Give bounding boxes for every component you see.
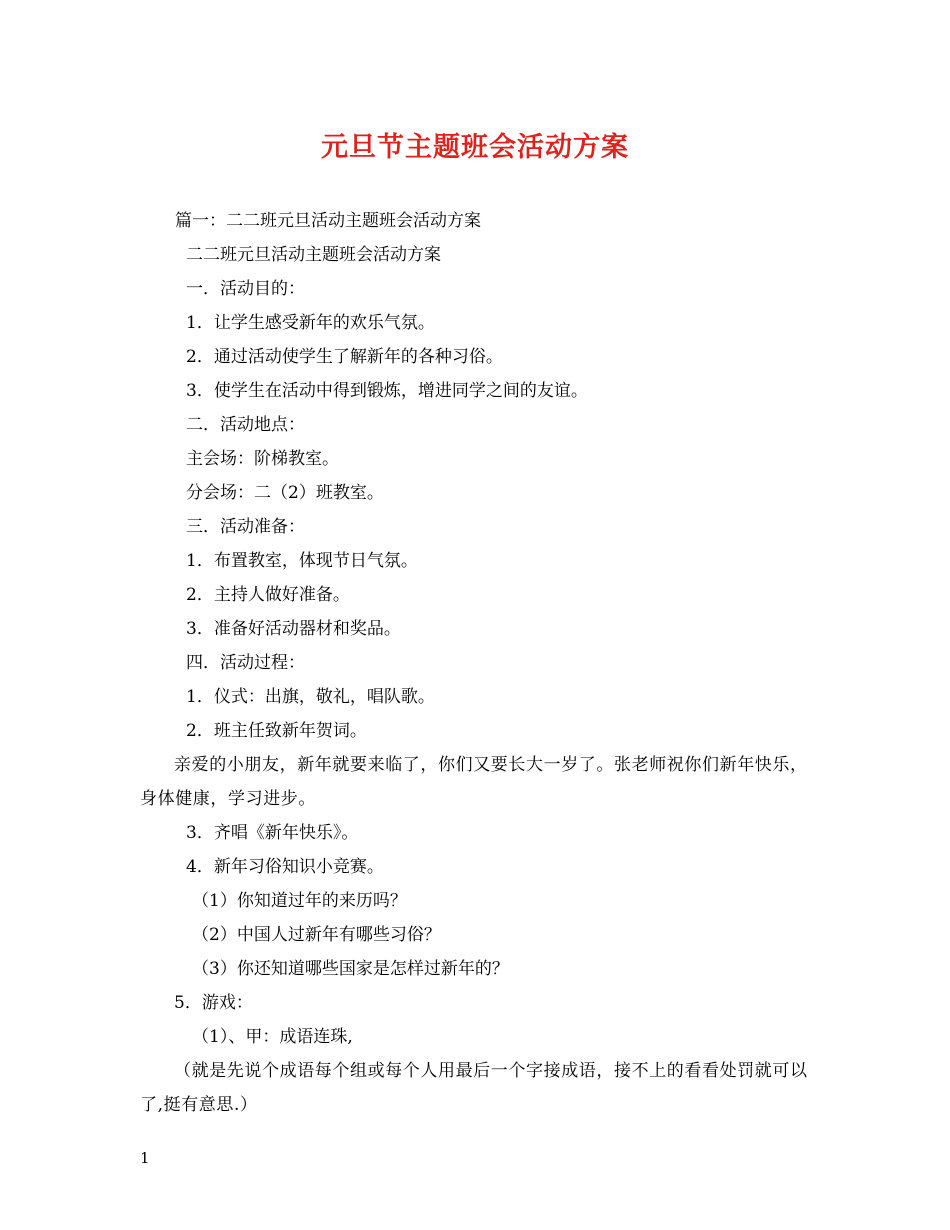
preparation-item-3: 3．准备好活动器材和奖品。 (186, 619, 401, 639)
heading-activity-location: 二．活动地点： (186, 415, 305, 435)
quiz-question-1: （1）你知道过年的来历吗？ (192, 891, 407, 911)
quiz-question-3: （3）你还知道哪些国家是怎样过新年的？ (192, 959, 509, 979)
process-item-2: 2．班主任致新年贺词。 (186, 721, 367, 741)
process-item-5: 5．游戏： (174, 993, 253, 1013)
document-title: 元旦节主题班会活动方案 (321, 132, 629, 163)
section-heading-article-one: 篇一：二二班元旦活动主题班会活动方案 (175, 211, 481, 231)
document-body (140, 204, 820, 1122)
game-description-paragraph: （就是先说个成语每个组或每个人用最后一个字接成语，接不上的看看处罚就可以了,挺有意思.） (140, 1061, 808, 1115)
preparation-item-1: 1．布置教室，体现节日气氛。 (186, 551, 418, 571)
teacher-greeting-paragraph: 亲爱的小朋友，新年就要来临了，你们又要长大一岁了。张老师祝你们新年快乐，身体健康，学习进步。 (140, 755, 808, 809)
page-number: 1 (140, 1149, 150, 1167)
process-item-1: 1．仪式：出旗，敬礼，唱队歌。 (186, 687, 435, 707)
heading-activity-process: 四．活动过程： (186, 653, 305, 673)
subtitle-line: 二二班元旦活动主题班会活动方案 (186, 245, 441, 265)
process-item-4: 4．新年习俗知识小竞赛。 (186, 857, 384, 877)
preparation-item-2: 2．主持人做好准备。 (186, 585, 350, 605)
game-item-1: （1）、甲：成语连珠, (192, 1027, 353, 1047)
purpose-item-3: 3．使学生在活动中得到锻炼，增进同学之间的友谊。 (186, 381, 588, 401)
purpose-item-1: 1．让学生感受新年的欢乐气氛。 (186, 313, 435, 333)
heading-activity-purpose: 一．活动目的： (186, 279, 305, 299)
location-main-venue: 主会场：阶梯教室。 (186, 449, 339, 469)
location-sub-venue: 分会场：二（2）班教室。 (186, 483, 384, 503)
heading-activity-preparation: 三．活动准备： (186, 517, 305, 537)
purpose-item-2: 2．通过活动使学生了解新年的各种习俗。 (186, 347, 503, 367)
process-item-3: 3．齐唱《新年快乐》。 (186, 823, 359, 843)
quiz-question-2: （2）中国人过新年有哪些习俗？ (192, 925, 441, 945)
